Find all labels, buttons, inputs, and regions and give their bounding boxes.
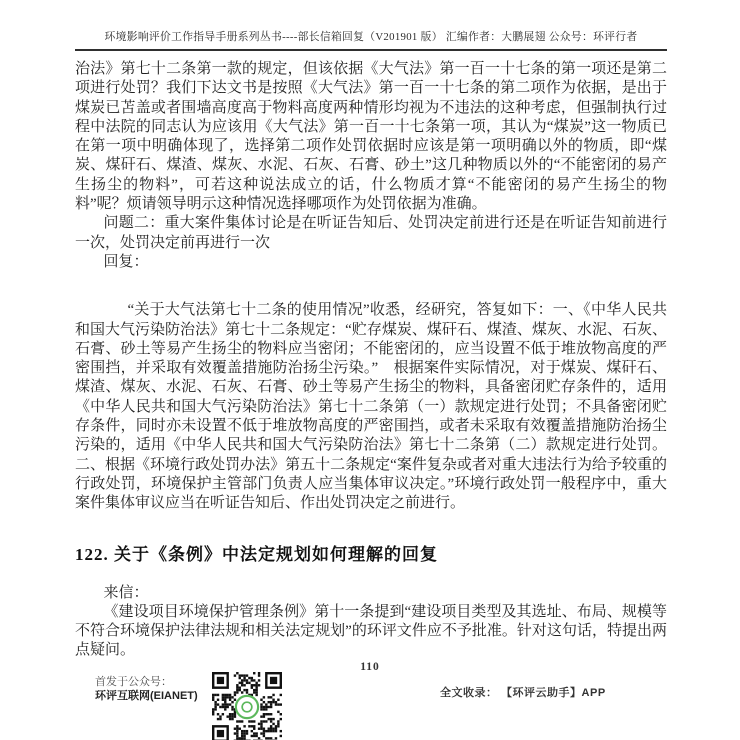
footer-publisher-line1: 首发于公众号： <box>95 676 172 688</box>
page-header <box>75 29 667 51</box>
page-number: 110 <box>360 661 380 673</box>
footer-publisher-line2: 环评互联网(EIANET) <box>95 690 198 702</box>
paragraph-question2: 问题二：重大案件集体讨论是在听证告知后、处罚决定前进行还是在听证告知前进行一次，处罚决定前再进行一次 <box>75 215 667 251</box>
paragraph-continuation: 治法》第七十二条第一款的规定，但该依据《大气法》第一百一十七条的第一项还是第二项进行处罚？我们下达文书是按照《大气法》第一百一十七条的第二项作为依据，是出于煤炭已苫盖或者围墙高度高于物料高度两种情形均视为不违法的这种考虑，但强制执行过程中法院的同志认为应该用《大气法》第一百一十七条第一项，其认为“煤炭”这一物质已在第一项中明确体现了，选择第二项作处罚依据时应该是第一项明确以外的物质，即“煤炭、煤矸石、煤渣、煤灰、水泥、石灰、石膏、砂土”这几种物质以外的“不能密闭的易产生扬尘的物料”，可若这种说法成立的话，什么物质才算“不能密闭的易产生扬尘的物料”呢？烦请领导明示这种情况选择哪项作为处罚依据为准确。 <box>75 61 667 213</box>
footer-app: 全文收录： 【环评云助手】APP <box>440 687 606 699</box>
blank-line <box>75 272 667 301</box>
letter-label: 来信： <box>103 584 149 601</box>
header-text: 环境影响评价工作指导手册系列丛书----部长信箱回复（V201901 版） 汇编作者：大鹏展翅 公众号：环评行者 <box>104 31 638 43</box>
paragraph-reply: “关于大气法第七十二条的使用情况”收悉，经研究，答复如下：一、《中华人民共和国大气污染防治法》第七十二条规定：“贮存煤炭、煤矸石、煤渣、煤灰、水泥、石灰、石膏、砂土等易产生扬尘的物料应当密闭；不能密闭的，应当设置不低于堆放物高度的严密围挡，并采取有效覆盖措施防治扬尘污染。” 根据案件实际情况，对于煤炭、煤矸石、煤渣、煤灰、水泥、石灰、石膏、砂土等易产生扬尘的物料，具备密闭贮存条件的，适用《中华人民共和国大气污染防治法》第七十二条第（一）款规定进行处罚；不具备密闭贮存条件，同时亦未设置不低于堆放物高度的严密围挡，或者未采取有效覆盖措施防治扬尘污染的，适用《中华人民共和国大气污染防治法》第七十二条第（二）款规定进行处罚。二、根据《环境行政处罚办法》第五十二条规定“案件复杂或者对重大违法行为给予较重的行政处罚，环境保护主管部门负责人应当集体审议决定。”环境行政处罚一般程序中，重大案件集体审议应当在听证告知后、作出处罚决定之前进行。 <box>75 302 667 512</box>
footer-publisher <box>95 675 198 703</box>
page-content <box>75 60 667 661</box>
section-heading: 122. 关于《条例》中法定规划如何理解的回复 <box>75 544 438 564</box>
paragraph-letter: 《建设项目环境保护管理条例》第十一条提到“建设项目类型及其选址、布局、规模等不符合环境保护法律法规和相关法定规划”的环评文件应不予批准。针对这句话，特提出两点疑问。 <box>75 603 667 659</box>
reply-label: 回复： <box>103 253 149 270</box>
qr-code-icon <box>212 672 282 740</box>
